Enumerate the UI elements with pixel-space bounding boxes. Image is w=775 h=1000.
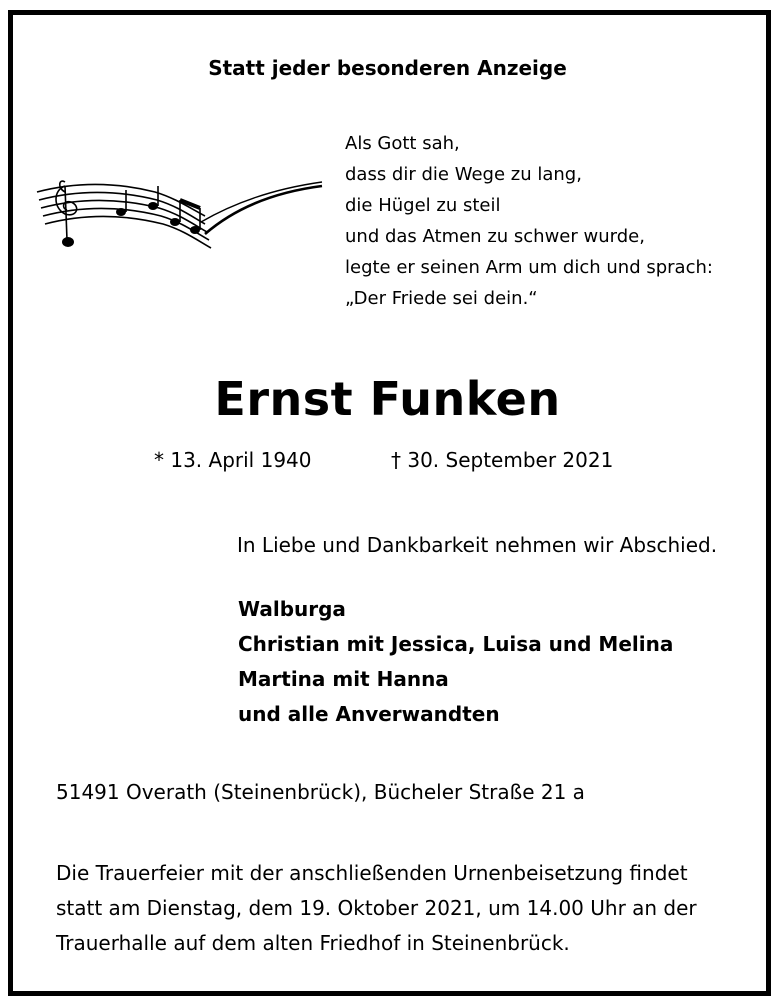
family-member: Walburga bbox=[238, 597, 346, 621]
poem-line: legte er seinen Arm um dich und sprach: bbox=[345, 257, 713, 278]
death-date: † 30. September 2021 bbox=[391, 448, 614, 472]
poem-line: „Der Friede sei dein.“ bbox=[345, 288, 538, 309]
deceased-name: Ernst Funken bbox=[214, 372, 561, 426]
farewell-text: In Liebe und Dankbarkeit nehmen wir Abschied. bbox=[237, 533, 718, 557]
notice-header: Statt jeder besonderen Anzeige bbox=[208, 56, 567, 80]
poem-line: dass dir die Wege zu lang, bbox=[345, 164, 582, 185]
birth-date: * 13. April 1940 bbox=[154, 448, 312, 472]
funeral-line: Die Trauerfeier mit der anschließenden Urnenbeisetzung findet bbox=[56, 861, 688, 885]
funeral-line: Trauerhalle auf dem alten Friedhof in Steinenbrück. bbox=[56, 931, 570, 955]
family-member: Christian mit Jessica, Luisa und Melina bbox=[238, 632, 674, 656]
poem-line: die Hügel zu steil bbox=[345, 195, 501, 216]
music-notes-icon bbox=[35, 178, 330, 262]
poem-line: und das Atmen zu schwer wurde, bbox=[345, 226, 645, 247]
address: 51491 Overath (Steinenbrück), Bücheler Straße 21 a bbox=[56, 780, 585, 804]
funeral-line: statt am Dienstag, dem 19. Oktober 2021, um 14.00 Uhr an der bbox=[56, 896, 697, 920]
family-member: Martina mit Hanna bbox=[238, 667, 449, 691]
family-member: und alle Anverwandten bbox=[238, 702, 500, 726]
poem-line: Als Gott sah, bbox=[345, 133, 460, 154]
family-list bbox=[238, 592, 673, 732]
funeral-info bbox=[56, 856, 736, 961]
poem bbox=[345, 128, 713, 314]
